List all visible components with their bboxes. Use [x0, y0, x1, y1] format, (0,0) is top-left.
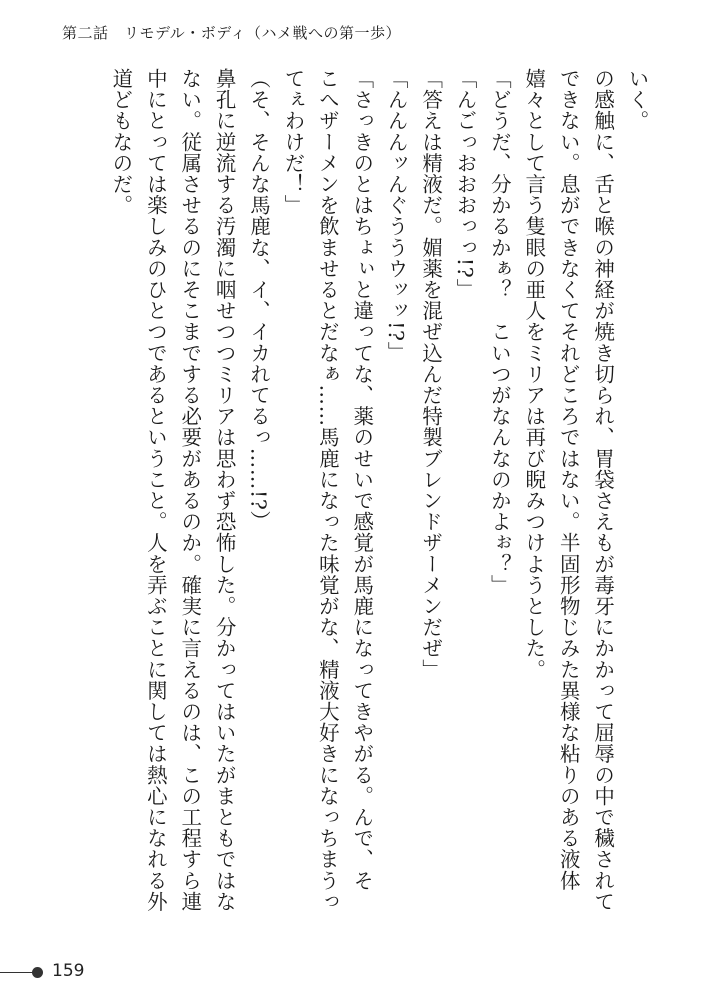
- text-line: てぇわけだ！」: [280, 68, 305, 216]
- text-line: 「んごっおおおっっ!?」: [452, 68, 477, 300]
- text-line: の感触に、舌と喉の神経が焼き切られ、胃袋さえもが毒牙にかかって屈辱の中で穢されて: [590, 68, 615, 912]
- text-line: 「さっきのとはちょぃと違ってな、薬のせいで感覚が馬鹿になってきやがる。んで、そ: [349, 68, 374, 891]
- page-number: 159: [52, 961, 85, 981]
- running-head-title: 第二話 リモデル・ボディ（ハメ戦への第一歩）: [62, 24, 402, 42]
- vertical-body-text: [58, 68, 654, 958]
- folio-rule-line: [0, 972, 34, 973]
- text-line: 嬉々として言う隻眼の亜人をミリアは再び睨みつけようとした。: [521, 68, 546, 680]
- folio-dot-icon: [32, 967, 43, 978]
- text-line: 中にとっては楽しみのひとつであるということ。人を弄ぶことに関しては熱心になれる外: [143, 68, 168, 912]
- text-line: こへザーメンを飲ませるとだなぁ……馬鹿になった味覚がな、精液大好きになっちまうっ: [315, 68, 340, 912]
- text-line: ない。従属させるのにそこまでする必要があるのか。確実に言えるのは、この工程すら連: [177, 68, 202, 912]
- text-line: 鼻孔に逆流する汚濁に咽せつつミリアは思わず恐怖した。分かってはいたがまともではな: [212, 68, 237, 912]
- text-line: 道どもなのだ。: [108, 68, 133, 216]
- text-line: 「どうだ、分かるかぁ？ こいつがなんなのかよぉ？」: [487, 68, 512, 596]
- text-line: いく。: [625, 68, 649, 132]
- text-line: （そ、そんな馬鹿な、イ、イカれてるっ……!?）: [246, 68, 271, 532]
- page-folio: [0, 960, 140, 986]
- text-line: 「答えは精液だ。媚薬を混ぜ込んだ特製ブレンドザーメンだぜ」: [418, 68, 443, 680]
- text-line: できない。息ができなくてそれどころではない。半固形物じみた異様な粘りのある液体: [556, 68, 581, 891]
- text-line: 「んんんッんぐううウッッ!?」: [384, 68, 409, 363]
